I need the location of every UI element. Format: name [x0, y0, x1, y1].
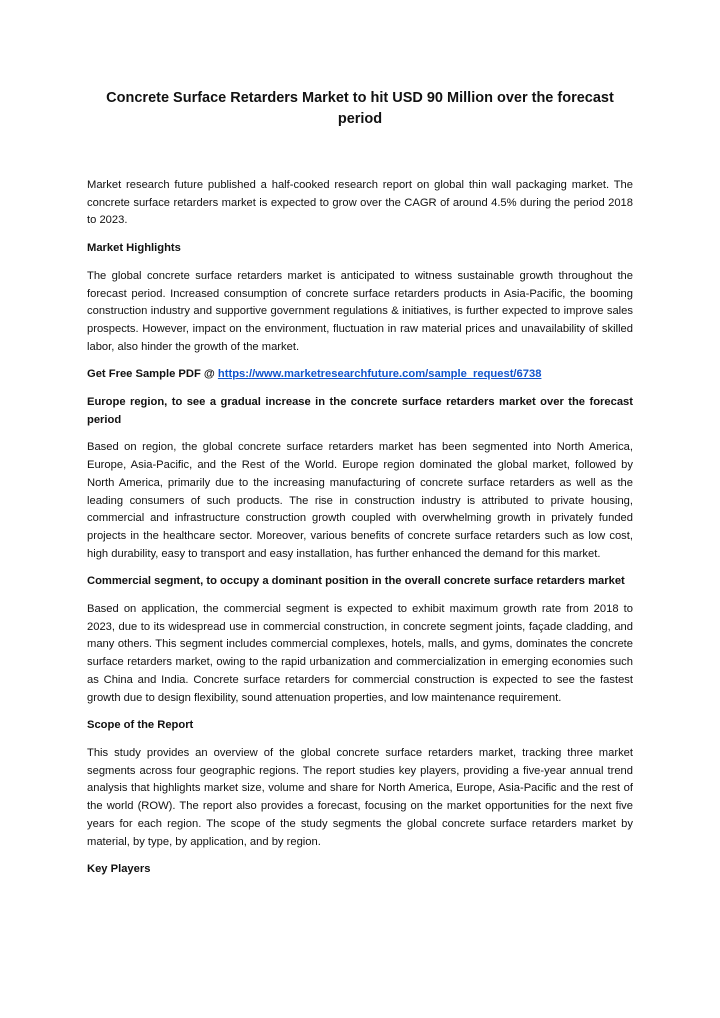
commercial-segment-paragraph: Based on application, the commercial segment is expected to exhibit maximum growth rate from 2018 to 2023, due to its widespread use in commercial construction, in concrete segment joints, façade cladding, and many others. This segment includes commercial complexes, hotels, malls, and gyms, dominates the concrete surface retarders market, owing to the rapid urbanization and commercialization in emerging economies such as China and India. Concrete surface retarders for commercial construction is expected to see the fastest growth due to design flexibility, sound attenuation properties, and low maintenance requirement. — [87, 603, 633, 704]
commercial-segment-heading: Commercial segment, to occupy a dominant position in the overall concrete surface retarders market — [87, 575, 625, 588]
market-highlights-paragraph: The global concrete surface retarders market is anticipated to witness sustainable growth throughout the forecast period. Increased consumption of concrete surface retarders products in Asia-Pacific, the booming construction industry and supportive government regulations & initiatives, is further expected to improve sales prospects. However, impact on the environment, fluctuation in raw material prices and unavailability of skilled labor, also hinder the growth of the market. — [87, 269, 633, 353]
sample-request-link[interactable]: https://www.marketresearchfuture.com/sample_request/6738 — [217, 368, 542, 381]
scope-paragraph: This study provides an overview of the global concrete surface retarders market, tracking three market segments across four geographic regions. The report studies key players, providing a five-year annual trend analysis that highlights market size, volume and share for North America, Europe, Asia-Pacific and the rest of the world (ROW). The report also provides a forecast, focusing on the market opportunities for the next five years for each region. The scope of the study segments the global concrete surface retarders market by material, by type, by application, and by region. — [87, 746, 633, 848]
market-highlights-heading: Market Highlights — [87, 242, 181, 255]
sample-pdf-label: Get Free Sample PDF @ — [87, 368, 218, 381]
sample-pdf-line — [87, 366, 633, 384]
intro-paragraph: Market research future published a half-cooked research report on global thin wall packaging market. The concrete surface retarders market is expected to grow over the CAGR of around 4.5% during the period 2018 to 2023. — [87, 179, 633, 227]
europe-region-heading: Europe region, to see a gradual increase in the concrete surface retarders market over the forecast period — [87, 396, 633, 426]
document-page — [87, 88, 633, 889]
scope-heading: Scope of the Report — [87, 719, 194, 732]
key-players-heading: Key Players — [87, 863, 151, 876]
document-title: Concrete Surface Retarders Market to hit USD 90 Million over the forecast period — [106, 90, 614, 127]
europe-region-paragraph: Based on region, the global concrete surface retarders market has been segmented into North America, Europe, Asia-Pacific, and the Rest of the World. Europe region dominated the global market, followed by North America, primarily due to the increasing manufacturing of concrete surface retarders as well as the leading consumers of such products. The rise in construction industry is attributed to private housing, commercial and infrastructure construction growth coupled with overwhelming growth in privately funded projects in the healthcare sector. Moreover, various benefits of concrete surface retarders such as low cost, high durability, easy to transport and easy installation, has further enhanced the demand for this market. — [87, 441, 633, 560]
